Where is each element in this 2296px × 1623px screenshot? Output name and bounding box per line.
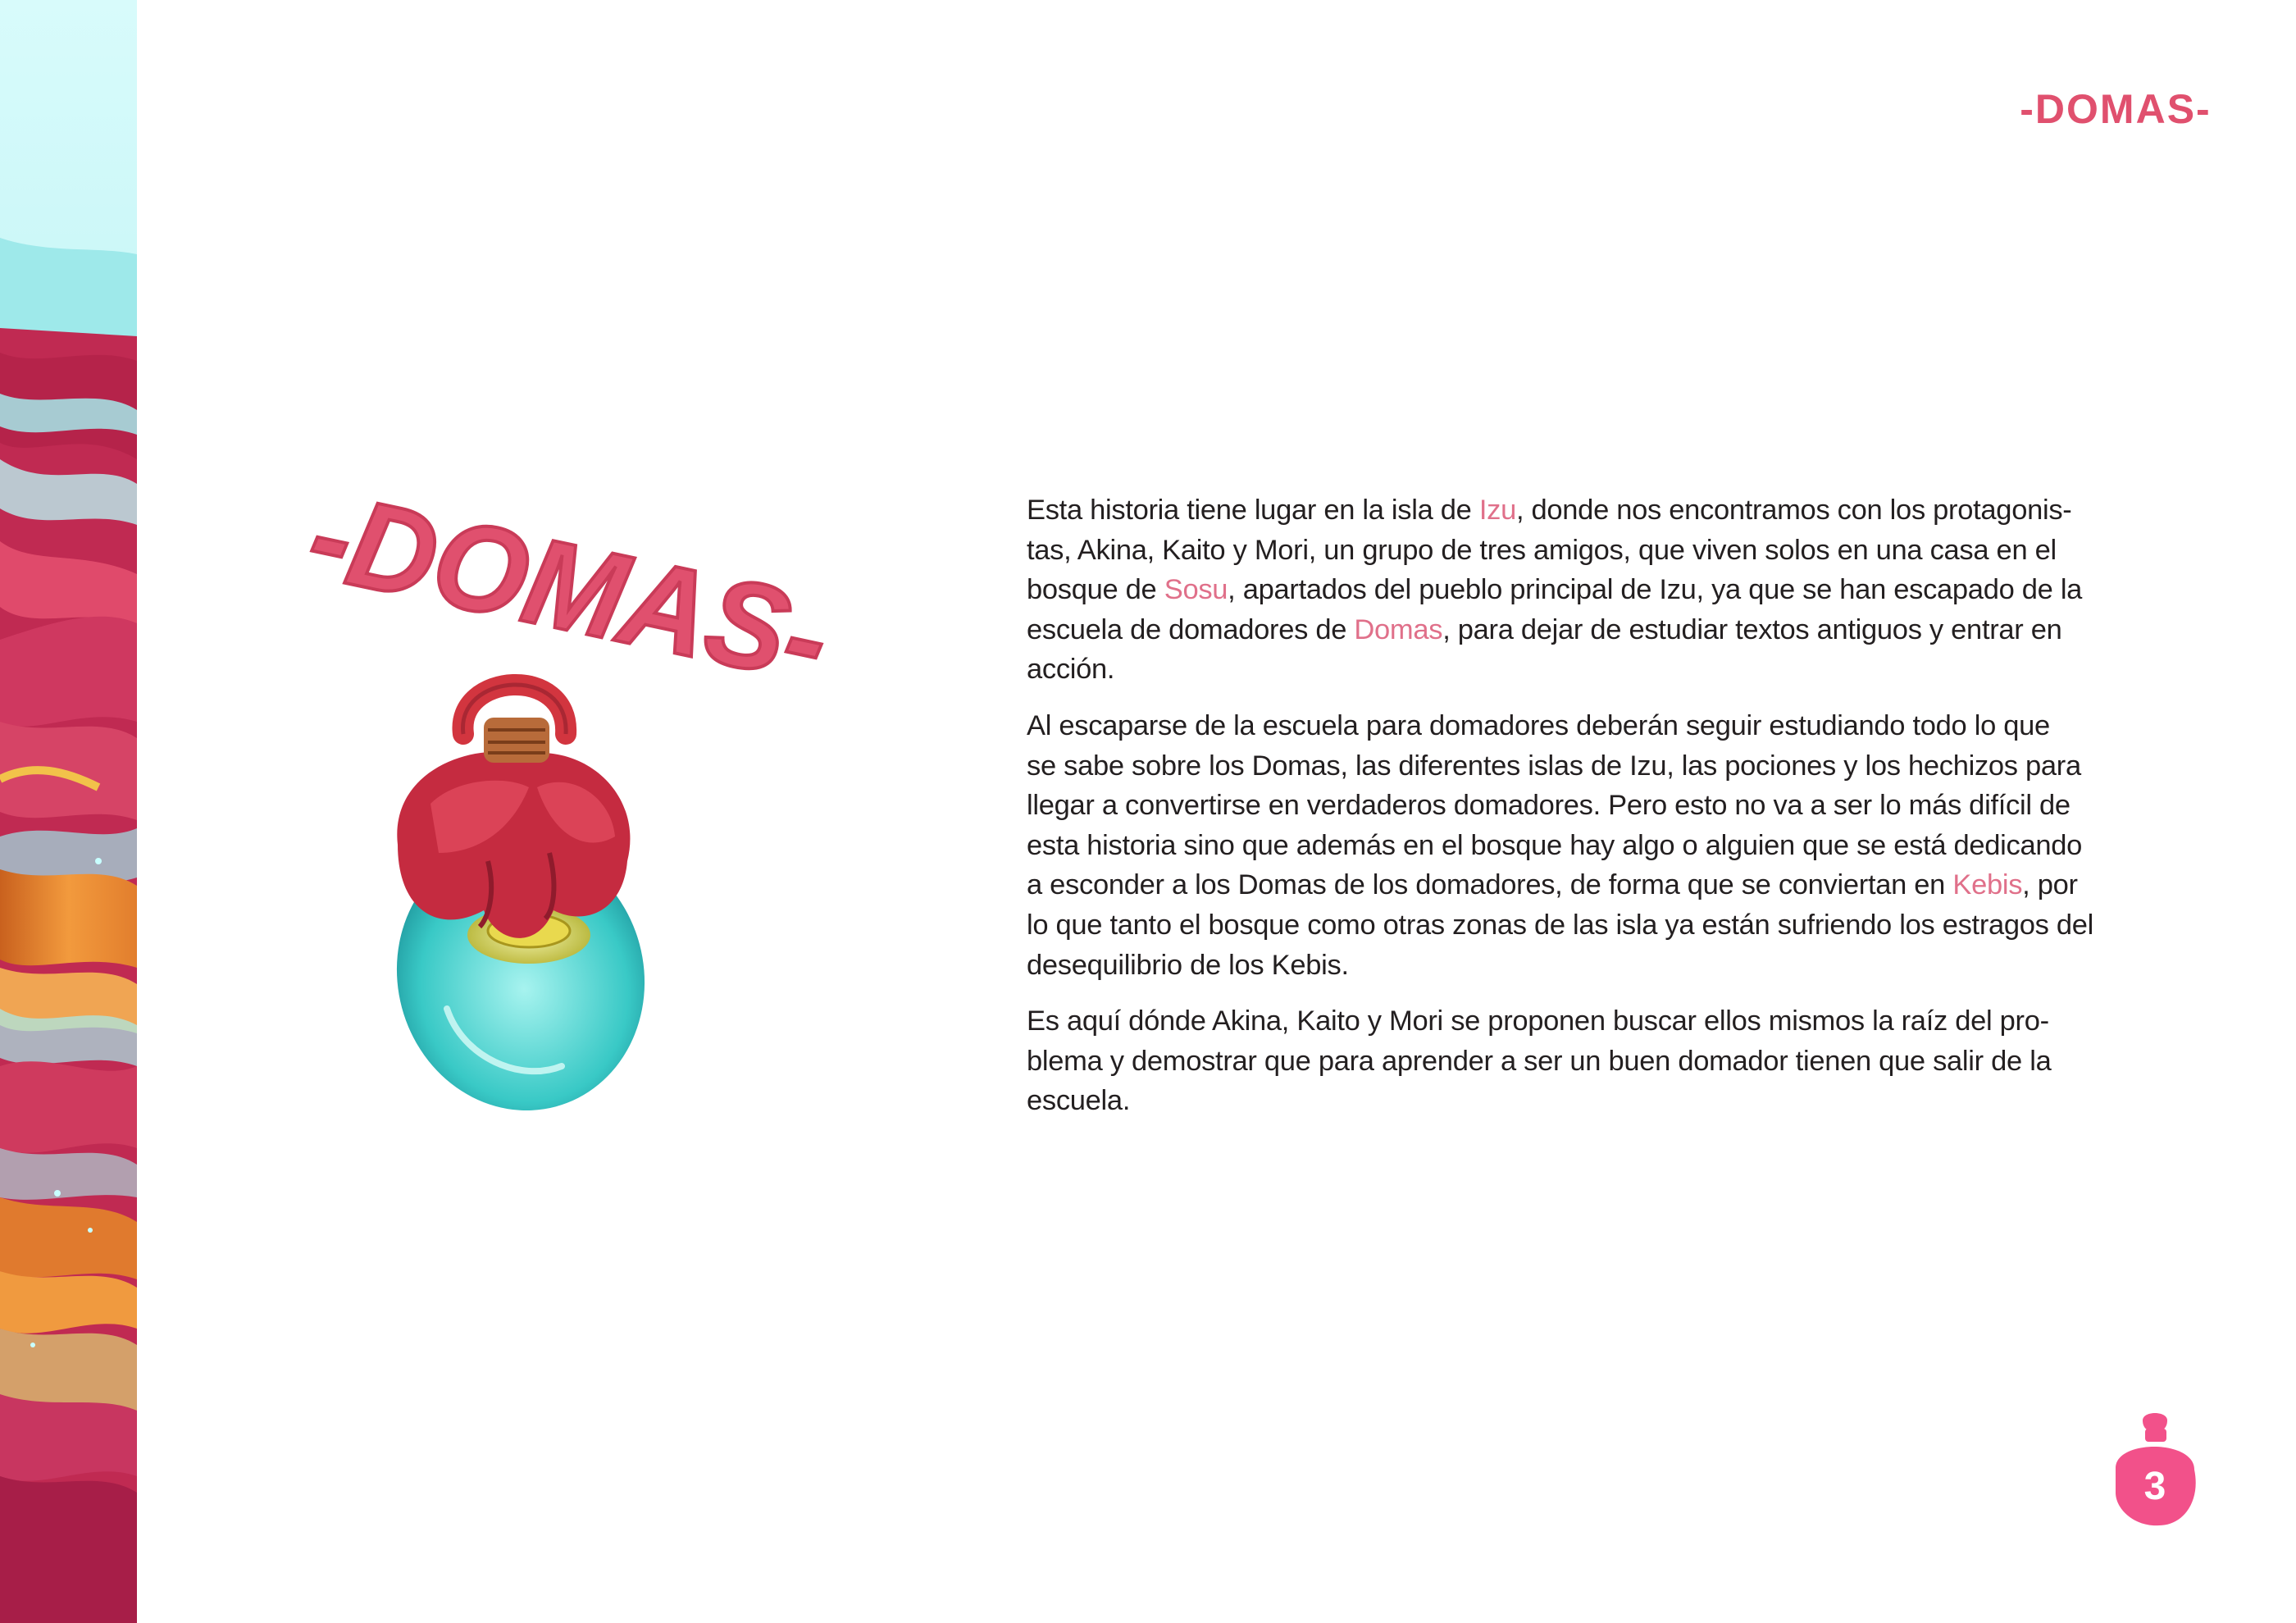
- domas-title-lettering: [295, 459, 918, 968]
- text-run: , por: [2022, 869, 2078, 901]
- text-run: esta historia sino que además en el bosque hay algo o alguien que se está dedicando: [1027, 829, 2083, 861]
- svg-text:3: 3: [2143, 1465, 2166, 1508]
- header-domas-label: [2001, 75, 2230, 141]
- text-run: tas, Akina, Kaito y Mori, un grupo de tres amigos, que viven solos en una casa en el: [1027, 534, 2057, 566]
- highlighted-term: Sosu: [1164, 574, 1228, 606]
- text-run: escuela de domadores de: [1027, 613, 1355, 645]
- text-run: desequilibrio de los Kebis.: [1027, 949, 1349, 981]
- text-run: llegar a convertirse en verdaderos domadores. Pero esto no va a ser lo más difícil de: [1027, 790, 2070, 822]
- text-run: Esta historia tiene lugar en la isla de: [1027, 495, 1479, 526]
- text-run: a esconder a los Domas de los domadores, de forma que se conviertan en: [1027, 869, 1953, 901]
- text-run: lo que tanto el bosque como otras zonas de las isla ya están sufriendo los estragos del: [1027, 909, 2094, 941]
- page-number-badge: [2106, 1411, 2204, 1534]
- side-illustration: [0, 0, 137, 1623]
- text-run: Al escaparse de la escuela para domadores deberán seguir estudiando todo lo que: [1027, 709, 2050, 741]
- svg-text:-DOMAS-: -DOMAS-: [2020, 86, 2212, 132]
- highlighted-term: Kebis: [1952, 869, 2023, 901]
- body-paragraph: [1027, 1001, 2125, 1121]
- body-paragraph: [1027, 490, 2125, 690]
- text-run: bosque de: [1027, 574, 1164, 606]
- text-run: , apartados del pueblo principal de Izu, ya que se han escapado de la: [1228, 574, 2083, 606]
- text-run: acción.: [1027, 654, 1115, 686]
- highlighted-term: Domas: [1354, 613, 1443, 645]
- text-run: blema y demostrar que para aprender a ser un buen domador tienen que salir de la: [1027, 1045, 2052, 1077]
- text-run: , donde nos encontramos con los protagonis-: [1515, 495, 2072, 526]
- highlighted-term: Izu: [1478, 495, 1516, 526]
- svg-text:-DOMAS-: -DOMAS-: [298, 464, 855, 713]
- text-run: , para dejar de estudiar textos antiguos y entrar en: [1442, 613, 2062, 645]
- body-paragraph: [1027, 706, 2125, 985]
- text-run: Es aquí dónde Akina, Kaito y Mori se proponen buscar ellos mismos la raíz del pro-: [1027, 1005, 2049, 1037]
- story-body-text: [1027, 490, 2125, 1137]
- text-run: se sabe sobre los Domas, las diferentes islas de Izu, las pociones y los hechizos para: [1027, 750, 2081, 782]
- text-run: escuela.: [1027, 1085, 1131, 1117]
